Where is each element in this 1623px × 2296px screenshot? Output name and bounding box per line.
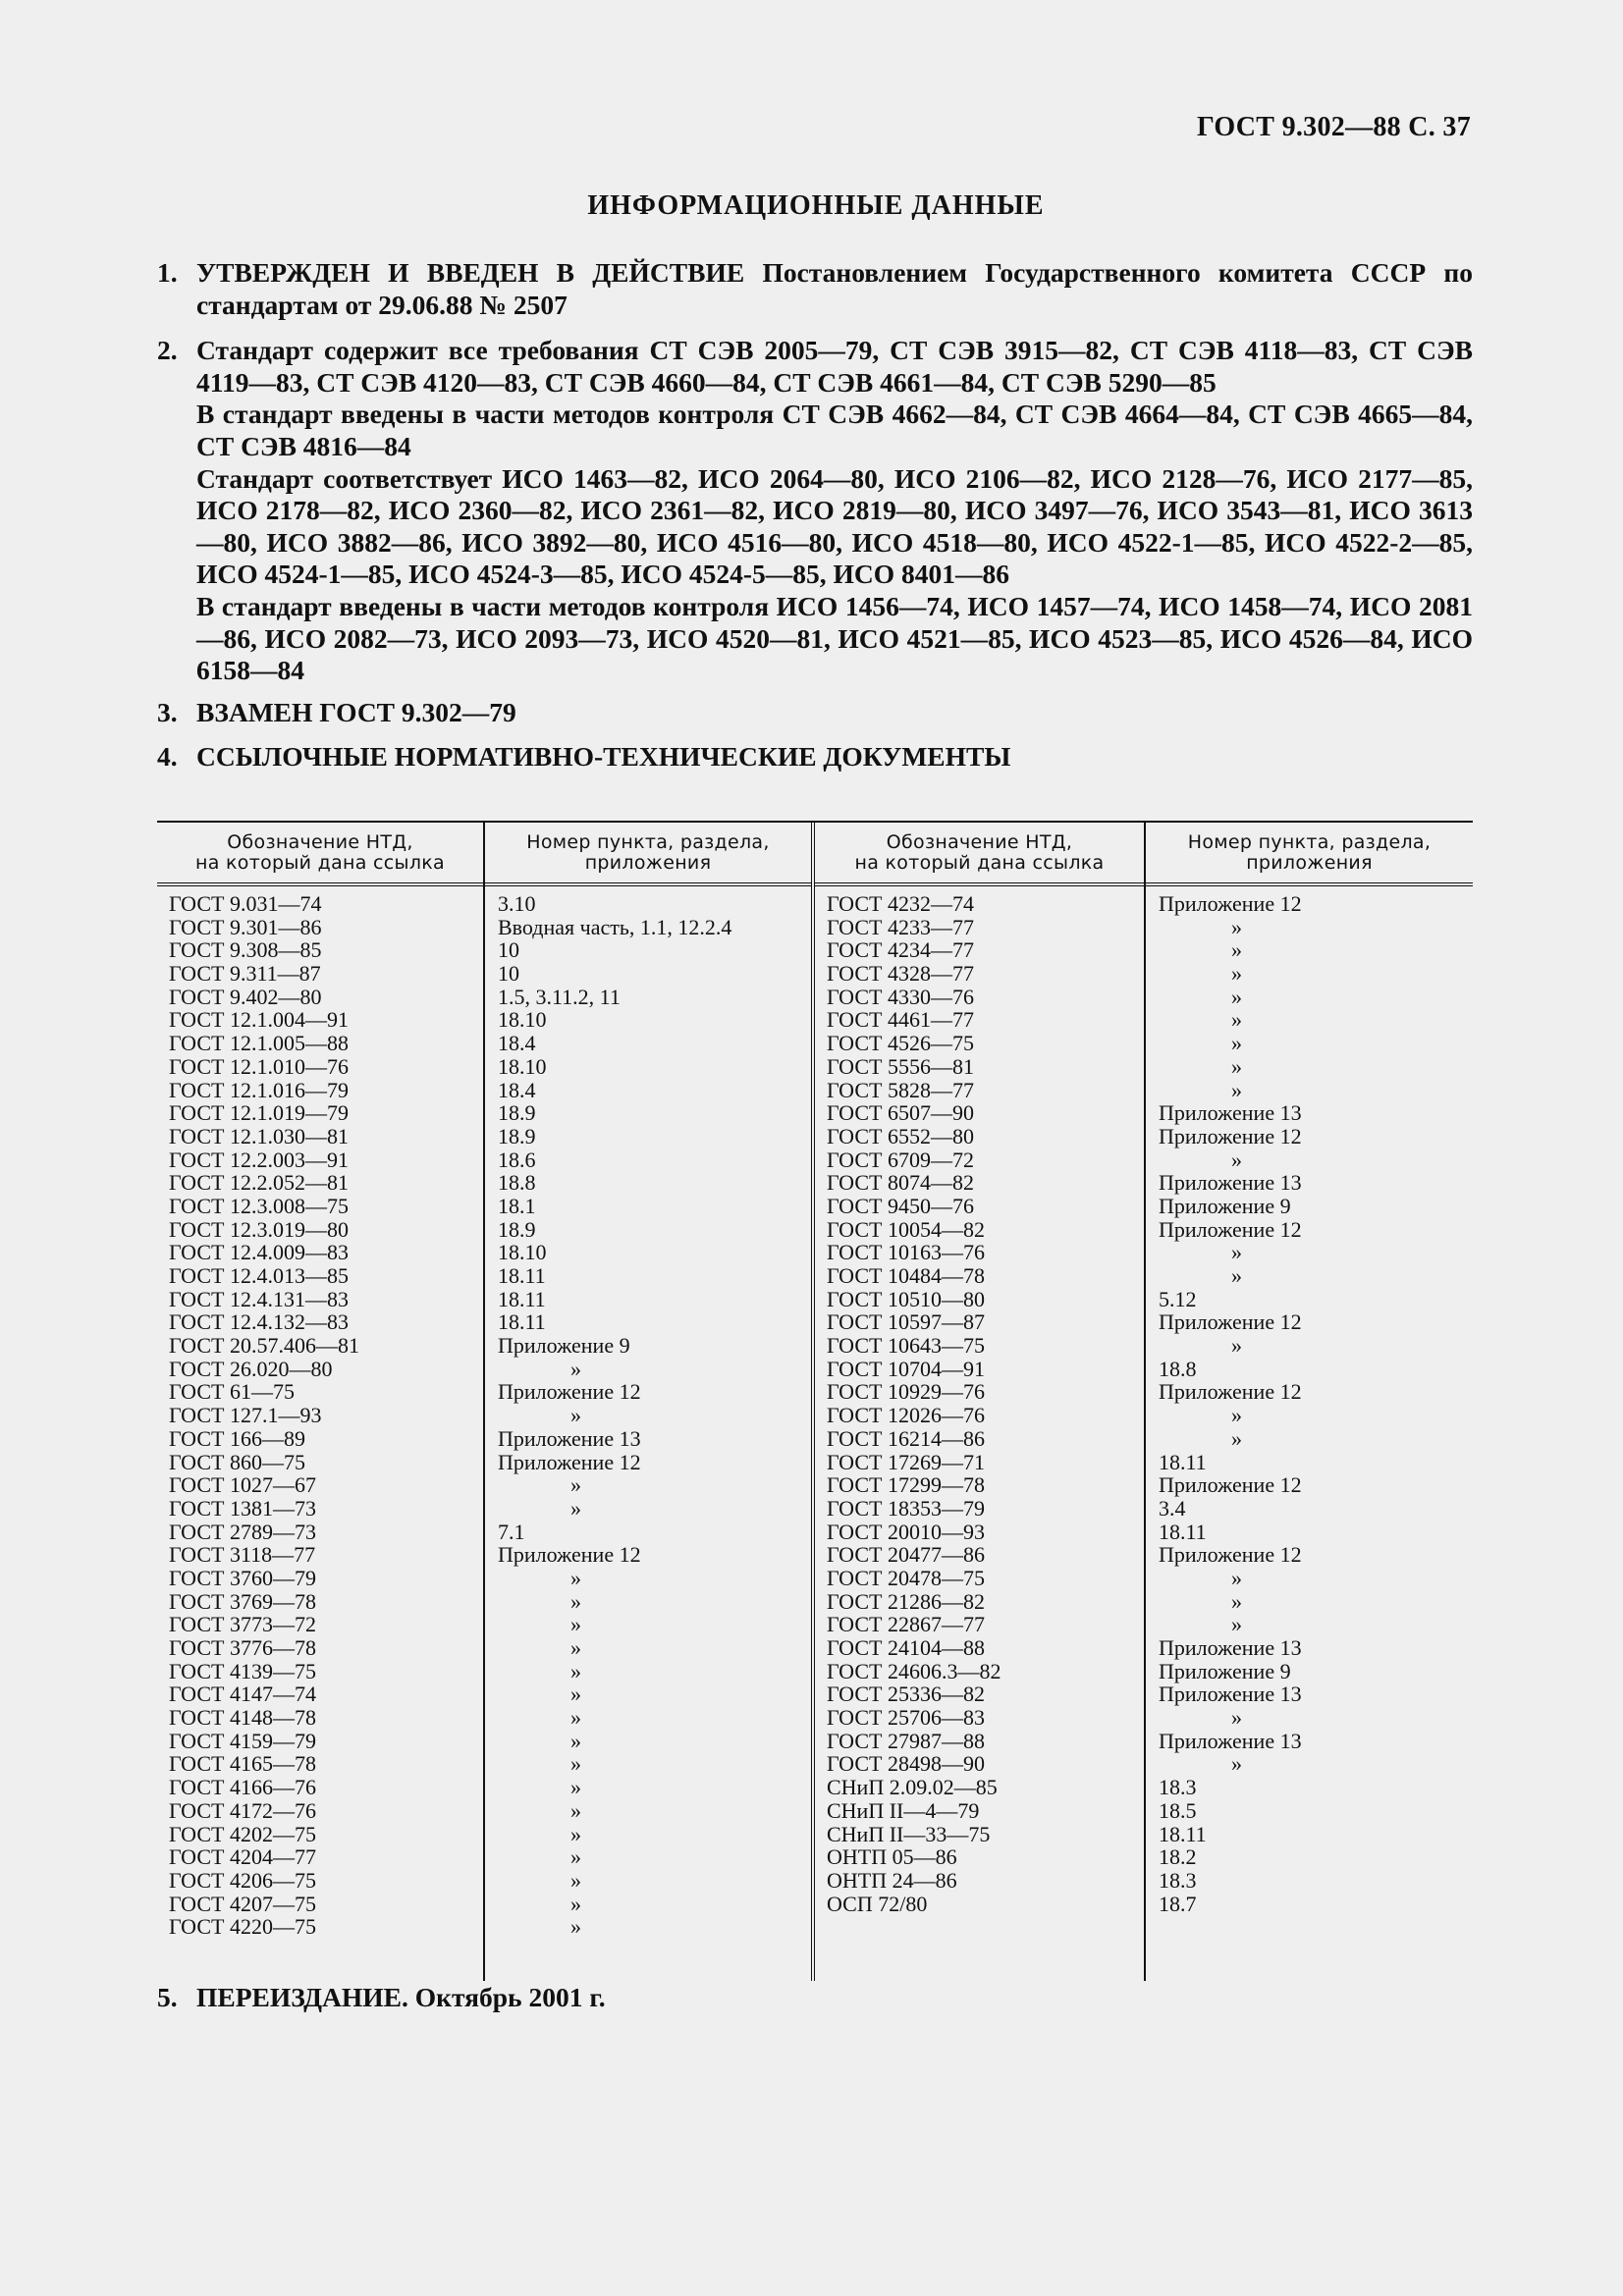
table-cell: 18.10 [498, 1007, 547, 1033]
table-cell: » [1231, 1612, 1242, 1637]
table-cell: » [1231, 1007, 1242, 1033]
table-cell: 18.11 [1159, 1821, 1207, 1846]
section-title: ИНФОРМАЦИОННЫЕ ДАННЫЕ [587, 190, 1045, 221]
table-cell: Приложение 12 [1159, 1216, 1302, 1242]
table-cell: » [570, 1565, 581, 1590]
section-number: 1. [157, 257, 178, 288]
table-cell: 18.7 [1159, 1891, 1197, 1916]
table-cell: ГОСТ 4234—77 [827, 937, 974, 963]
table-cell: ГОСТ 4526—75 [827, 1031, 974, 1056]
table-cell: 18.9 [498, 1100, 536, 1126]
table-cell: » [570, 1797, 581, 1823]
table-cell: ГОСТ 4461—77 [827, 1007, 974, 1033]
section-4 [157, 741, 1473, 774]
table-cell: 18.11 [1159, 1449, 1207, 1474]
table-cell: Приложение 12 [1159, 891, 1302, 916]
table-cell: ГОСТ 12.1.030—81 [169, 1123, 349, 1148]
table-cell: ГОСТ 6507—90 [827, 1100, 974, 1126]
table-cell: ГОСТ 4207—75 [169, 1891, 316, 1916]
section-number: 2. [157, 335, 178, 366]
table-cell: ГОСТ 24104—88 [827, 1635, 985, 1660]
table-cell: ГОСТ 10704—91 [827, 1356, 985, 1381]
table-cell: » [570, 1658, 581, 1683]
table-cell: » [1231, 937, 1242, 963]
table-cell: ОНТП 24—86 [827, 1867, 957, 1893]
table-cell: СНиП II—33—75 [827, 1821, 991, 1846]
table-cell: 18.11 [498, 1309, 546, 1335]
table-cell: ГОСТ 4139—75 [169, 1658, 316, 1683]
table-cell: » [570, 1495, 581, 1521]
column-header: Обозначение НТД, на который дана ссылка [815, 823, 1144, 886]
table-cell: » [1231, 1588, 1242, 1614]
table-cell: » [1231, 1147, 1242, 1172]
table-cell: ГОСТ 24606.3—82 [827, 1658, 1001, 1683]
table-cell: » [570, 1403, 581, 1428]
page-header: ГОСТ 9.302—88 С. 37 [1196, 112, 1471, 142]
table-cell: ГОСТ 16214—86 [827, 1425, 985, 1451]
table-cell: ГОСТ 4159—79 [169, 1728, 316, 1753]
table-cell: ГОСТ 4172—76 [169, 1797, 316, 1823]
table-cell: 3.10 [498, 891, 536, 916]
table-cell: ОСП 72/80 [827, 1891, 928, 1916]
table-cell: ГОСТ 20.57.406—81 [169, 1333, 359, 1359]
table-cell: 7.1 [498, 1519, 525, 1544]
section-number: 5. [157, 1982, 178, 2012]
table-cell: 18.6 [498, 1147, 536, 1172]
table-cell: ГОСТ 2789—73 [169, 1519, 316, 1544]
section-5-text: ПЕРЕИЗДАНИЕ. Октябрь 2001 г. [196, 1982, 606, 2012]
table-cell: ГОСТ 9.402—80 [169, 984, 322, 1009]
table-cell: Приложение 12 [1159, 1123, 1302, 1148]
table-cell: ГОСТ 1027—67 [169, 1472, 316, 1498]
column-left-docs [157, 823, 483, 1981]
table-cell: ГОСТ 4328—77 [827, 961, 974, 987]
table-cell: ГОСТ 12.4.132—83 [169, 1309, 349, 1335]
table-cell: ГОСТ 4166—76 [169, 1775, 316, 1800]
table-cell: ГОСТ 3769—78 [169, 1588, 316, 1614]
table-cell: » [570, 1775, 581, 1800]
table-cell: » [1231, 984, 1242, 1009]
section-2-paragraph: В стандарт введены в части методов контроля ИСО 1456—74, ИСО 1457—74, ИСО 1458—74, ИСО 2081—86, ИСО 2082—73, ИСО 2093—73, ИСО 4520—81, ИСО 4521—85, ИСО 4523—85, ИСО 4526—84, ИСО 6158—84 [196, 590, 1473, 686]
table-cell: ГОСТ 12.1.005—88 [169, 1031, 349, 1056]
table-cell: » [570, 1844, 581, 1870]
table-cell: ГОСТ 6709—72 [827, 1147, 974, 1172]
table-cell: ГОСТ 61—75 [169, 1379, 295, 1405]
table-cell: 18.9 [498, 1123, 536, 1148]
table-cell: ГОСТ 127.1—93 [169, 1403, 322, 1428]
table-cell: 18.3 [1159, 1867, 1197, 1893]
section-2-paragraph: Стандарт соответствует ИСО 1463—82, ИСО 2064—80, ИСО 2106—82, ИСО 2128—76, ИСО 2177—85, ИСО 2178—82, ИСО 2360—82, ИСО 2361—82, ИСО 2819—80, ИСО 3497—76, ИСО 3543—81, ИСО 3613—80, ИСО 3882—86, ИСО 3892—80, ИСО 4516—80, ИСО 4518—80, ИСО 4522-1—85, ИСО 4522-2—85, ИСО 4524-1—85, ИСО 4524-3—85, ИСО 4524-5—85, ИСО 8401—86 [196, 462, 1473, 590]
table-cell: 10 [498, 961, 519, 987]
table-cell: Приложение 13 [498, 1425, 641, 1451]
table-cell: 18.11 [498, 1263, 546, 1288]
table-cell: » [1231, 1425, 1242, 1451]
table-cell: 3.4 [1159, 1495, 1186, 1521]
table-cell: ГОСТ 12.3.008—75 [169, 1193, 349, 1218]
table-cell: » [1231, 1031, 1242, 1056]
table-cell: » [1231, 1263, 1242, 1288]
table-cell: » [1231, 1077, 1242, 1102]
table-cell: 1.5, 3.11.2, 11 [498, 984, 621, 1009]
table-cell: ГОСТ 20478—75 [827, 1565, 985, 1590]
table-cell: ГОСТ 17299—78 [827, 1472, 985, 1498]
table-cell: ГОСТ 20010—93 [827, 1519, 985, 1544]
info-sections [157, 257, 1473, 774]
table-cell: ГОСТ 12.3.019—80 [169, 1216, 349, 1242]
section-number: 3. [157, 696, 178, 727]
table-cell: ГОСТ 4202—75 [169, 1821, 316, 1846]
table-cell: Приложение 12 [1159, 1309, 1302, 1335]
table-cell: ГОСТ 12026—76 [827, 1403, 985, 1428]
table-cell: ГОСТ 4206—75 [169, 1867, 316, 1893]
table-cell: ГОСТ 12.4.013—85 [169, 1263, 349, 1288]
references-table [157, 821, 1473, 1981]
table-cell: ГОСТ 12.2.052—81 [169, 1170, 349, 1196]
table-cell: ГОСТ 4330—76 [827, 984, 974, 1009]
table-cell: » [1231, 1333, 1242, 1359]
section-5 [157, 1982, 606, 2013]
table-cell: » [570, 1705, 581, 1731]
table-cell: 18.8 [1159, 1356, 1197, 1381]
section-2-paragraph: Стандарт содержит все требования СТ СЭВ 2005—79, СТ СЭВ 3915—82, СТ СЭВ 4118—83, СТ СЭВ 4119—83, СТ СЭВ 4120—83, СТ СЭВ 4660—84, СТ СЭВ 4661—84, СТ СЭВ 5290—85 [196, 335, 1473, 398]
table-cell: 10 [498, 937, 519, 963]
column-right-docs [811, 823, 1144, 1981]
table-cell: ГОСТ 4148—78 [169, 1705, 316, 1731]
table-cell: 18.11 [498, 1286, 546, 1311]
table-cell: Вводная часть, 1.1, 12.2.4 [498, 914, 732, 939]
table-cell: ГОСТ 5828—77 [827, 1077, 974, 1102]
table-cell: ГОСТ 3760—79 [169, 1565, 316, 1590]
table-cell: ГОСТ 10510—80 [827, 1286, 985, 1311]
section-2-paragraph: В стандарт введены в части методов контроля СТ СЭВ 4662—84, СТ СЭВ 4664—84, СТ СЭВ 4665—84, СТ СЭВ 4816—84 [196, 399, 1473, 461]
table-cell: ГОСТ 27987—88 [827, 1728, 985, 1753]
table-cell: ГОСТ 1381—73 [169, 1495, 316, 1521]
table-cell: 18.9 [498, 1216, 536, 1242]
table-cell: ГОСТ 21286—82 [827, 1588, 985, 1614]
table-cell: ГОСТ 10054—82 [827, 1216, 985, 1242]
table-cell: Приложение 12 [498, 1379, 641, 1405]
table-cell: Приложение 13 [1159, 1100, 1302, 1126]
table-cell: Приложение 13 [1159, 1635, 1302, 1660]
section-4-text: ССЫЛОЧНЫЕ НОРМАТИВНО-ТЕХНИЧЕСКИЕ ДОКУМЕНТЫ [196, 741, 1011, 773]
table-cell: 18.11 [1159, 1519, 1207, 1544]
table-cell: ГОСТ 3118—77 [169, 1542, 316, 1568]
table-cell: » [570, 1751, 581, 1777]
table-cell: ГОСТ 10484—78 [827, 1263, 985, 1288]
table-cell: » [1231, 1705, 1242, 1731]
table-cell: ОНТП 05—86 [827, 1844, 957, 1870]
table-cell: ГОСТ 22867—77 [827, 1612, 985, 1637]
table-cell: ГОСТ 9.031—74 [169, 891, 322, 916]
table-cell: ГОСТ 5556—81 [827, 1053, 974, 1079]
table-cell: ГОСТ 9.311—87 [169, 961, 321, 987]
table-cell: 18.4 [498, 1031, 536, 1056]
table-cell: » [570, 1682, 581, 1707]
table-cell: ГОСТ 4232—74 [827, 891, 974, 916]
table-cell: ГОСТ 12.2.003—91 [169, 1147, 349, 1172]
table-cell: ГОСТ 12.1.016—79 [169, 1077, 349, 1102]
table-cell: ГОСТ 3776—78 [169, 1635, 316, 1660]
table-cell: ГОСТ 12.4.009—83 [169, 1240, 349, 1265]
table-cell: СНиП 2.09.02—85 [827, 1775, 998, 1800]
table-cell: 18.10 [498, 1240, 547, 1265]
table-cell: » [570, 1914, 581, 1940]
table-cell: ГОСТ 4220—75 [169, 1914, 316, 1940]
table-cell: 18.1 [498, 1193, 536, 1218]
table-cell: ГОСТ 9.308—85 [169, 937, 322, 963]
table-cell: СНиП II—4—79 [827, 1797, 980, 1823]
table-cell: » [570, 1867, 581, 1893]
table-cell: ГОСТ 166—89 [169, 1425, 305, 1451]
table-cell: Приложение 13 [1159, 1728, 1302, 1753]
table-cell: 18.4 [498, 1077, 536, 1102]
table-cell: » [570, 1635, 581, 1660]
table-cell: » [1231, 1240, 1242, 1265]
table-cell: ГОСТ 17269—71 [827, 1449, 985, 1474]
column-right-refs [1144, 823, 1473, 1981]
table-cell: ГОСТ 20477—86 [827, 1542, 985, 1568]
table-cell: » [1231, 1565, 1242, 1590]
table-cell: Приложение 9 [498, 1333, 630, 1359]
table-cell: ГОСТ 6552—80 [827, 1123, 974, 1148]
table-cell: 18.5 [1159, 1797, 1197, 1823]
table-cell: » [1231, 961, 1242, 987]
table-cell: » [570, 1821, 581, 1846]
table-cell: ГОСТ 9450—76 [827, 1193, 974, 1218]
table-cell: Приложение 12 [1159, 1472, 1302, 1498]
table-cell: » [570, 1728, 581, 1753]
table-cell: ГОСТ 10643—75 [827, 1333, 985, 1359]
table-cell: 18.2 [1159, 1844, 1197, 1870]
table-cell: 18.10 [498, 1053, 547, 1079]
table-cell: ГОСТ 26.020—80 [169, 1356, 333, 1381]
table-cell: » [1231, 1751, 1242, 1777]
table-cell: Приложение 13 [1159, 1170, 1302, 1196]
table-cell: ГОСТ 10163—76 [827, 1240, 985, 1265]
table-cell: Приложение 9 [1159, 1193, 1291, 1218]
table-cell: » [570, 1891, 581, 1916]
table-cell: 18.3 [1159, 1775, 1197, 1800]
column-left-refs [483, 823, 811, 1981]
column-header: Номер пункта, раздела, приложения [1146, 823, 1473, 886]
table-cell: ГОСТ 25336—82 [827, 1682, 985, 1707]
table-cell: ГОСТ 4147—74 [169, 1682, 316, 1707]
table-cell: ГОСТ 9.301—86 [169, 914, 322, 939]
table-cell: ГОСТ 18353—79 [827, 1495, 985, 1521]
section-3-text: ВЗАМЕН ГОСТ 9.302—79 [196, 696, 516, 727]
table-cell: ГОСТ 28498—90 [827, 1751, 985, 1777]
table-cell: » [1231, 1053, 1242, 1079]
section-3 [157, 697, 1473, 729]
table-cell: Приложение 12 [498, 1449, 641, 1474]
table-cell: » [570, 1472, 581, 1498]
table-cell: ГОСТ 4204—77 [169, 1844, 316, 1870]
table-cell: ГОСТ 860—75 [169, 1449, 305, 1474]
table-cell: ГОСТ 10929—76 [827, 1379, 985, 1405]
table-cell: ГОСТ 25706—83 [827, 1705, 985, 1731]
table-cell: 18.8 [498, 1170, 536, 1196]
column-header: Обозначение НТД, на который дана ссылка [157, 823, 483, 886]
column-header: Номер пункта, раздела, приложения [485, 823, 811, 886]
table-cell: ГОСТ 12.1.010—76 [169, 1053, 349, 1079]
section-number: 4. [157, 741, 178, 773]
table-cell: ГОСТ 8074—82 [827, 1170, 974, 1196]
table-cell: Приложение 12 [1159, 1379, 1302, 1405]
table-cell: ГОСТ 12.1.004—91 [169, 1007, 349, 1033]
table-cell: Приложение 12 [498, 1542, 641, 1568]
table-cell: Приложение 13 [1159, 1682, 1302, 1707]
table-cell: ГОСТ 4233—77 [827, 914, 974, 939]
section-1-text: УТВЕРЖДЕН И ВВЕДЕН В ДЕЙСТВИЕ Постановлением Государственного комитета СССР по стандартам от 29.06.88 № 2507 [196, 257, 1473, 320]
table-cell: ГОСТ 12.4.131—83 [169, 1286, 349, 1311]
table-cell: ГОСТ 3773—72 [169, 1612, 316, 1637]
table-cell: » [570, 1588, 581, 1614]
section-1 [157, 257, 1473, 321]
table-cell: Приложение 12 [1159, 1542, 1302, 1568]
table-cell: 5.12 [1159, 1286, 1197, 1311]
table-cell: » [570, 1356, 581, 1381]
table-cell: ГОСТ 10597—87 [827, 1309, 985, 1335]
table-cell: ГОСТ 12.1.019—79 [169, 1100, 349, 1126]
table-cell: » [570, 1612, 581, 1637]
table-cell: » [1231, 1403, 1242, 1428]
table-cell: Приложение 9 [1159, 1658, 1291, 1683]
section-2 [157, 335, 1473, 687]
table-cell: » [1231, 914, 1242, 939]
table-cell: ГОСТ 4165—78 [169, 1751, 316, 1777]
